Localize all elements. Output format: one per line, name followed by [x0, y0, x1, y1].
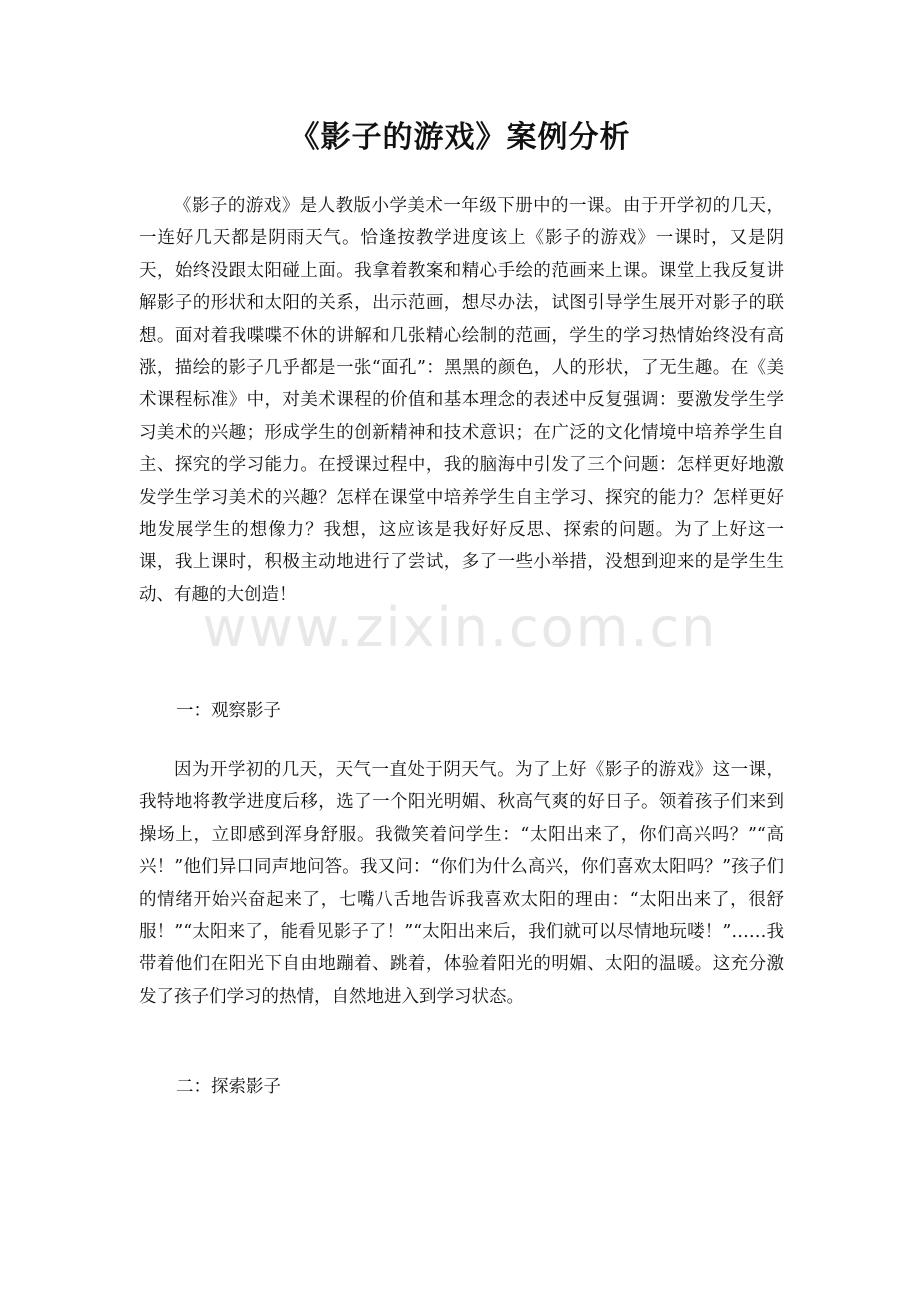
- section-heading-explore: 二：探索影子: [176, 1077, 281, 1097]
- paragraph-intro: 《影子的游戏》是人教版小学美术一年级下册中的一课。由于开学初的几天，一连好几天都是阴雨天气。恰逢按教学进度该上《影子的游戏》一课时，又是阴天，始终没跟太阳碰上面。我拿着教案和精心手绘的范画来上课。课堂上我反复讲解影子的形状和太阳的关系，出示范画，想尽办法，试图引导学生展开对影子的联想。面对着我喋喋不休的讲解和几张精心绘制的范画，学生的学习热情始终没有高涨，描绘的影子几乎都是一张“面孔”：黑黑的颜色，人的形状，了无生趣。在《美术课程标准》中，对美术课程的价值和基本理念的表述中反复强调：要激发学生学习美术的兴趣；形成学生的创新精神和技术意识；在广泛的文化情境中培养学生自主、探究的学习能力。在授课过程中，我的脑海中引发了三个问题：怎样更好地激发学生学习美术的兴趣？怎样在课堂中培养学生自主学习、探究的能力？怎样更好地发展学生的想像力？我想，这应该是我好好反思、探索的问题。为了上好这一课，我上课时，积极主动地进行了尝试，多了一些小举措，没想到迎来的是学生生动、有趣的大创造！: [139, 196, 784, 605]
- paragraph-observe: 因为开学初的几天，天气一直处于阴天气。为了上好《影子的游戏》这一课，我特地将教学进度后移，选了一个阳光明媚、秋高气爽的好日子。领着孩子们来到操场上，立即感到浑身舒服。我微笑着问学生：“太阳出来了，你们高兴吗？”“高兴！”他们异口同声地问答。我又问：“你们为什么高兴，你们喜欢太阳吗？”孩子们的情绪开始兴奋起来了，七嘴八舌地告诉我喜欢太阳的理由：“太阳出来了，很舒服！”“太阳来了，能看见影子了！”“太阳出来后，我们就可以尽情地玩喽！”……我带着他们在阳光下自由地蹦着、跳着，体验着阳光的明媚、太阳的温暖。这充分激发了孩子们学习的热情，自然地进入到学习状态。: [139, 760, 784, 1007]
- section-heading-observe: 一：观察影子: [176, 701, 281, 721]
- watermark: www.zixin.com.cn: [202, 596, 718, 659]
- document-title: 《影子的游戏》案例分析: [289, 120, 631, 155]
